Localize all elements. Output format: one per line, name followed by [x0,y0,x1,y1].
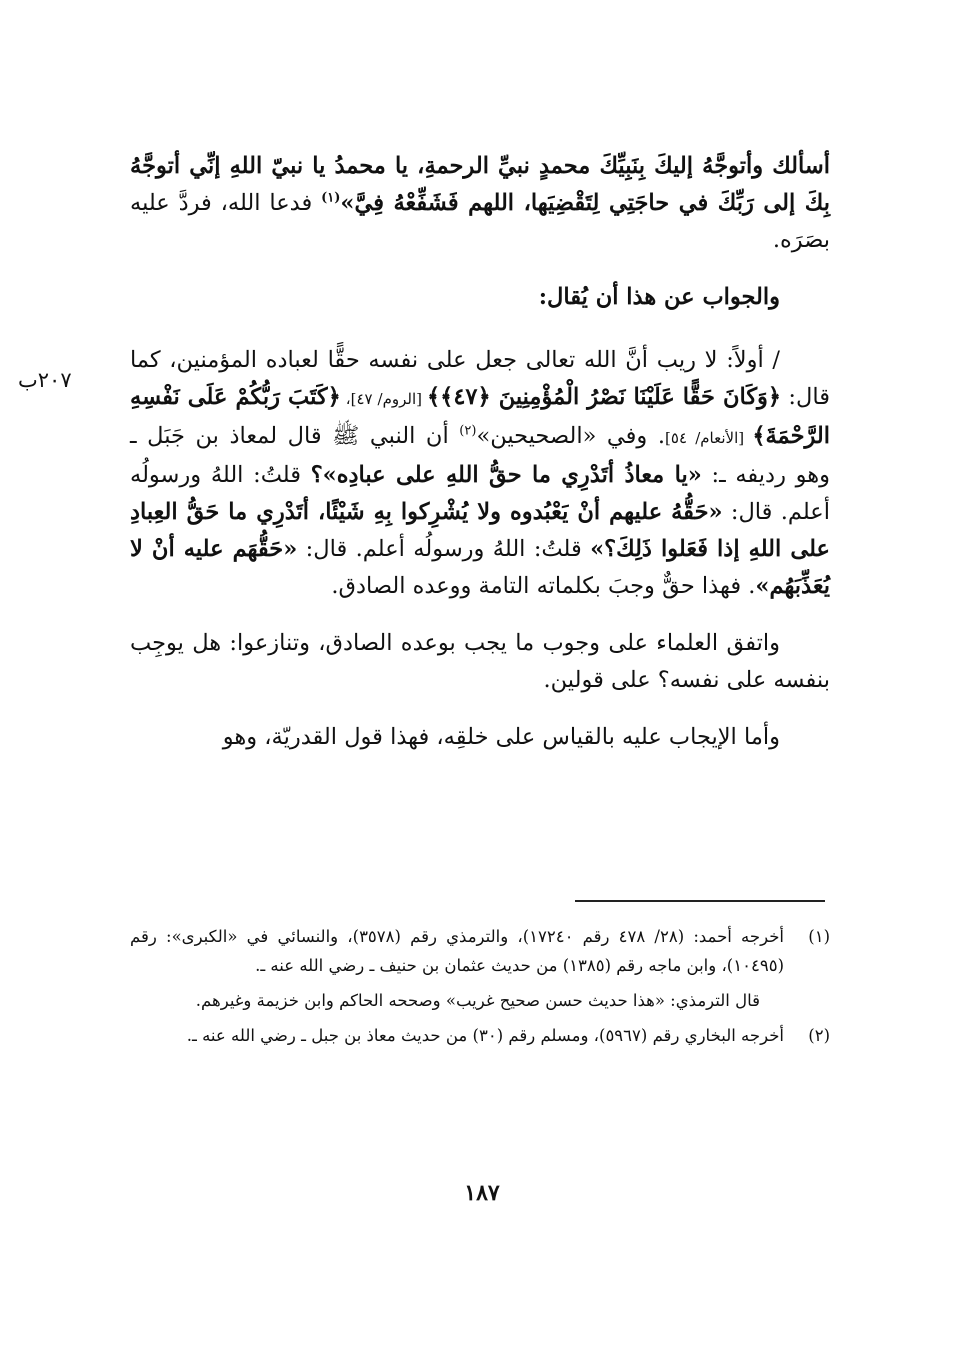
footnote-separator [575,900,825,902]
verse-reference-anam: [الأنعام/ ٥٤] [665,429,753,447]
verse-reference-rum: [الروم/ ٤٧]، [340,390,427,408]
paragraph-awwalan [130,342,830,605]
footnote-1-number: (١) [808,927,830,946]
footnote-ref-1[interactable]: (١) [321,190,341,206]
page-body [130,148,830,776]
answer-heading: والجواب عن هذا أن يُقال: [538,284,780,310]
manuscript-folio-marker: ٢٠٧ب [18,368,72,392]
awwalan-text-3: أن النبي ﷺ قال لمعاذ بن جَبَل ـ وهو رديفه ـ: [130,423,830,488]
quran-verse-rum: ﴿وَكَانَ حَقًّا عَلَيْنَا نَصْرُ الْمُؤْمِنِينَ ﴿٤٧﴾﴾ [426,384,782,410]
continuation-tail: فدعا الله، فردَّ عليه بصَرَه. [130,190,830,253]
awwalan-text-2: . وفي «الصحيحين» [476,423,666,449]
footnote-2-number: (٢) [808,1026,830,1045]
footnote-2 [130,1021,830,1050]
hadith-quote-2: «حَقُّهُ عليهم أنْ يَعْبُدوه ولا يُشْرِكوا بِهِ شَيْئًا، أتَدْرِي ما حَقُّ العِبادِ على اللهِ إذا فَعَلوا ذَلِكَ؟» [130,499,830,562]
footnote-1-continuation: قال الترمذي: «هذا حديث حسن صحيح غريب» وصححه الحاكم وابن خزيمة وغيرهم. [195,991,760,1010]
hadith-quote-1: «يا معاذُ أتَدْرِي ما حقُّ اللهِ على عبادِه»؟ [310,462,702,488]
page-number: ١٨٧ [464,1180,500,1206]
footnote-2-text: أخرجه البخاري رقم (٥٩٦٧)، ومسلم رقم (٣٠) من حديث معاذ بن جبل ـ رضي الله عنه ـ. [186,1026,784,1045]
footnotes-section [130,922,830,1056]
footnote-1-text: أخرجه أحمد: (٢٨/ ٤٧٨ رقم ١٧٢٤٠)، والترمذي رقم (٣٥٧٨)، والنسائي في «الكبرى»: رقم (١٠٤٩٥)، وابن ماجه رقم (١٣٨٥) من حديث عثمان بن حنيف ـ رضي الله عنه ـ. [130,927,784,975]
awwalan-text-6: . فهذا حقٌّ وجبَ بكلماته التامة ووعده الصادق. [331,573,756,599]
paragraph-amma: وأما الإيجاب عليه بالقياس على خلقِه، فهذا قول القدريّة، وهو [222,724,780,750]
awwalan-text-5: قلتُ: اللهُ ورسولُه أعلم. قال: [297,536,591,562]
awwalan-text-4: قلتُ: اللهُ ورسولُه أعلم. قال: [130,462,830,525]
hadith-continuation-paragraph [130,148,830,259]
hadith-quote-3: «حَقُّهَم عليه أنْ لا يُعَذِّبَهُم» [130,536,830,599]
footnote-ref-2[interactable]: (٢) [459,423,477,439]
hadith-continuation-text: أسألك وأتوجَّهُ إليكَ بِنَبِيِّكَ محمدٍ نبيِّ الرحمةِ، يا محمدُ يا نبيّ اللهِ إنِّي أتوجَّهُ بِكَ إلى رَبِّكَ في حاجَتِي لِتَقْضِيَها، اللهم فَشَفِّعْهُ فِيَّ» [130,153,830,216]
paragraph-ittafaqa: واتفق العلماء على وجوب ما يجب بوعده الصادق، وتنازعوا: هل يوجِب بنفسه على نفسه؟ على قولين. [130,630,830,693]
quran-verse-anam: ﴿كَتَبَ رَبُّكُمْ عَلَى نَفْسِهِ الرَّحْمَةَ﴾ [130,384,830,449]
footnote-1 [130,922,830,980]
awwalan-text-1: / أولاً: لا ريب أنَّ الله تعالى جعل على نفسه حقًّا لعباده المؤمنين، كما قال: [130,347,830,410]
